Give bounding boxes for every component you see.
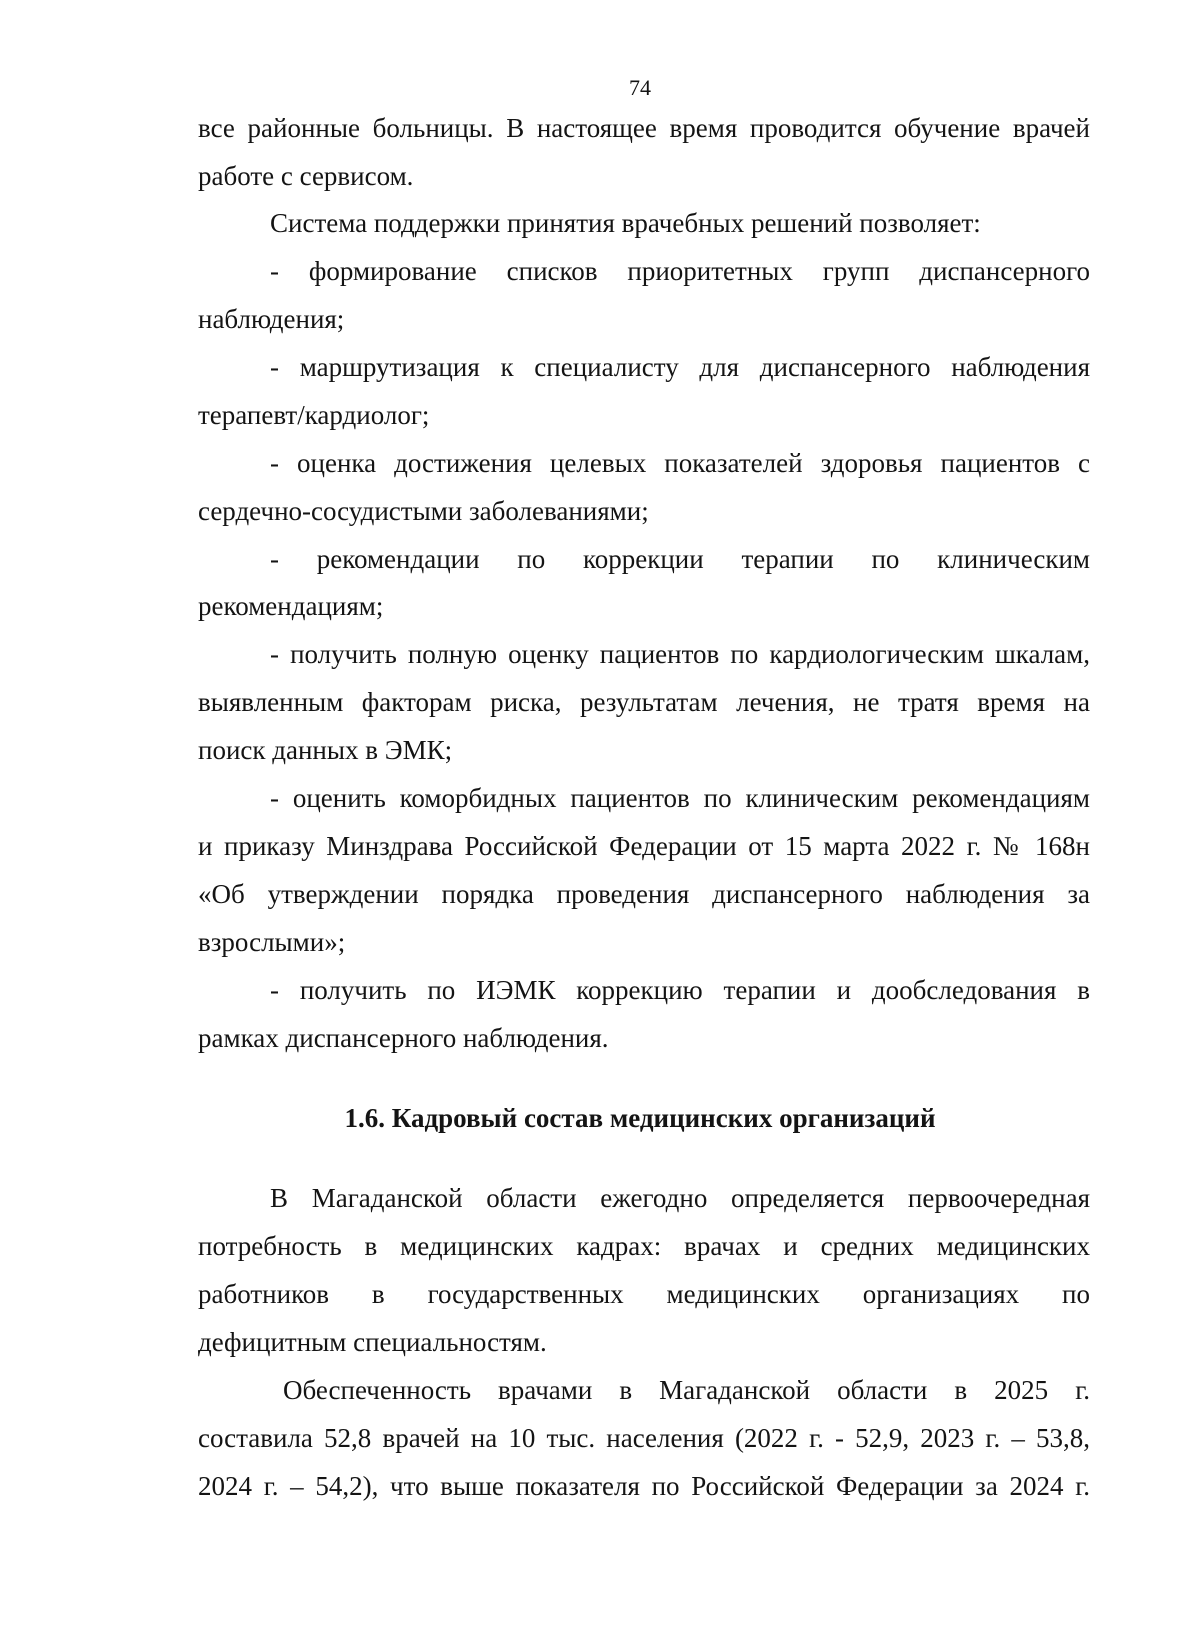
text-line: выявленным факторам риска, результатам лечения, не тратя время на [198, 687, 1090, 717]
text-line: и приказу Минздрава Российской Федерации от 15 марта 2022 г. № 168н [198, 831, 1090, 861]
text-line: сердечно-сосудистыми заболеваниями; [198, 496, 649, 526]
list-item-line: - маршрутизация к специалисту для диспансерного наблюдения [270, 352, 1090, 382]
text-line: «Об утверждении порядка проведения диспансерного наблюдения за [198, 879, 1090, 909]
list-item-line: - формирование списков приоритетных групп диспансерного [270, 256, 1090, 286]
text-line: работе с сервисом. [198, 161, 414, 191]
text-line: потребность в медицинских кадрах: врачах и средних медицинских [198, 1231, 1090, 1261]
list-item-line: - получить по ИЭМК коррекцию терапии и дообследования в [270, 975, 1090, 1005]
text-line: Система поддержки принятия врачебных решений позволяет: [270, 208, 981, 238]
section-heading: 1.6. Кадровый состав медицинских организаций [344, 1103, 936, 1133]
text-line: рекомендациям; [198, 591, 384, 621]
text-line: В Магаданской области ежегодно определяется первоочередная [270, 1183, 1090, 1213]
list-item-line: - оценить коморбидных пациентов по клиническим рекомендациям [270, 783, 1090, 813]
list-item-line: - получить полную оценку пациентов по кардиологическим шкалам, [270, 639, 1090, 669]
text-line: все районные больницы. В настоящее время проводится обучение врачей [198, 113, 1090, 143]
page-number: 74 [629, 75, 651, 100]
text-line: взрослыми»; [198, 927, 346, 957]
text-line: составила 52,8 врачей на 10 тыс. населения (2022 г. - 52,9, 2023 г. – 53,8, [198, 1423, 1090, 1453]
list-item-line: - рекомендации по коррекции терапии по клиническим [270, 544, 1090, 574]
text-line: Обеспеченность врачами в Магаданской области в 2025 г. [283, 1375, 1090, 1405]
text-line: терапевт/кардиолог; [198, 400, 430, 430]
text-line: дефицитным специальностям. [198, 1327, 547, 1357]
text-line: поиск данных в ЭМК; [198, 735, 453, 765]
list-item-line: - оценка достижения целевых показателей здоровья пациентов с [270, 448, 1090, 478]
text-line: работников в государственных медицинских организациях по [198, 1279, 1090, 1309]
text-line: 2024 г. – 54,2), что выше показателя по Российской Федерации за 2024 г. [198, 1471, 1090, 1501]
text-line: рамках диспансерного наблюдения. [198, 1023, 609, 1053]
text-line: наблюдения; [198, 304, 345, 334]
